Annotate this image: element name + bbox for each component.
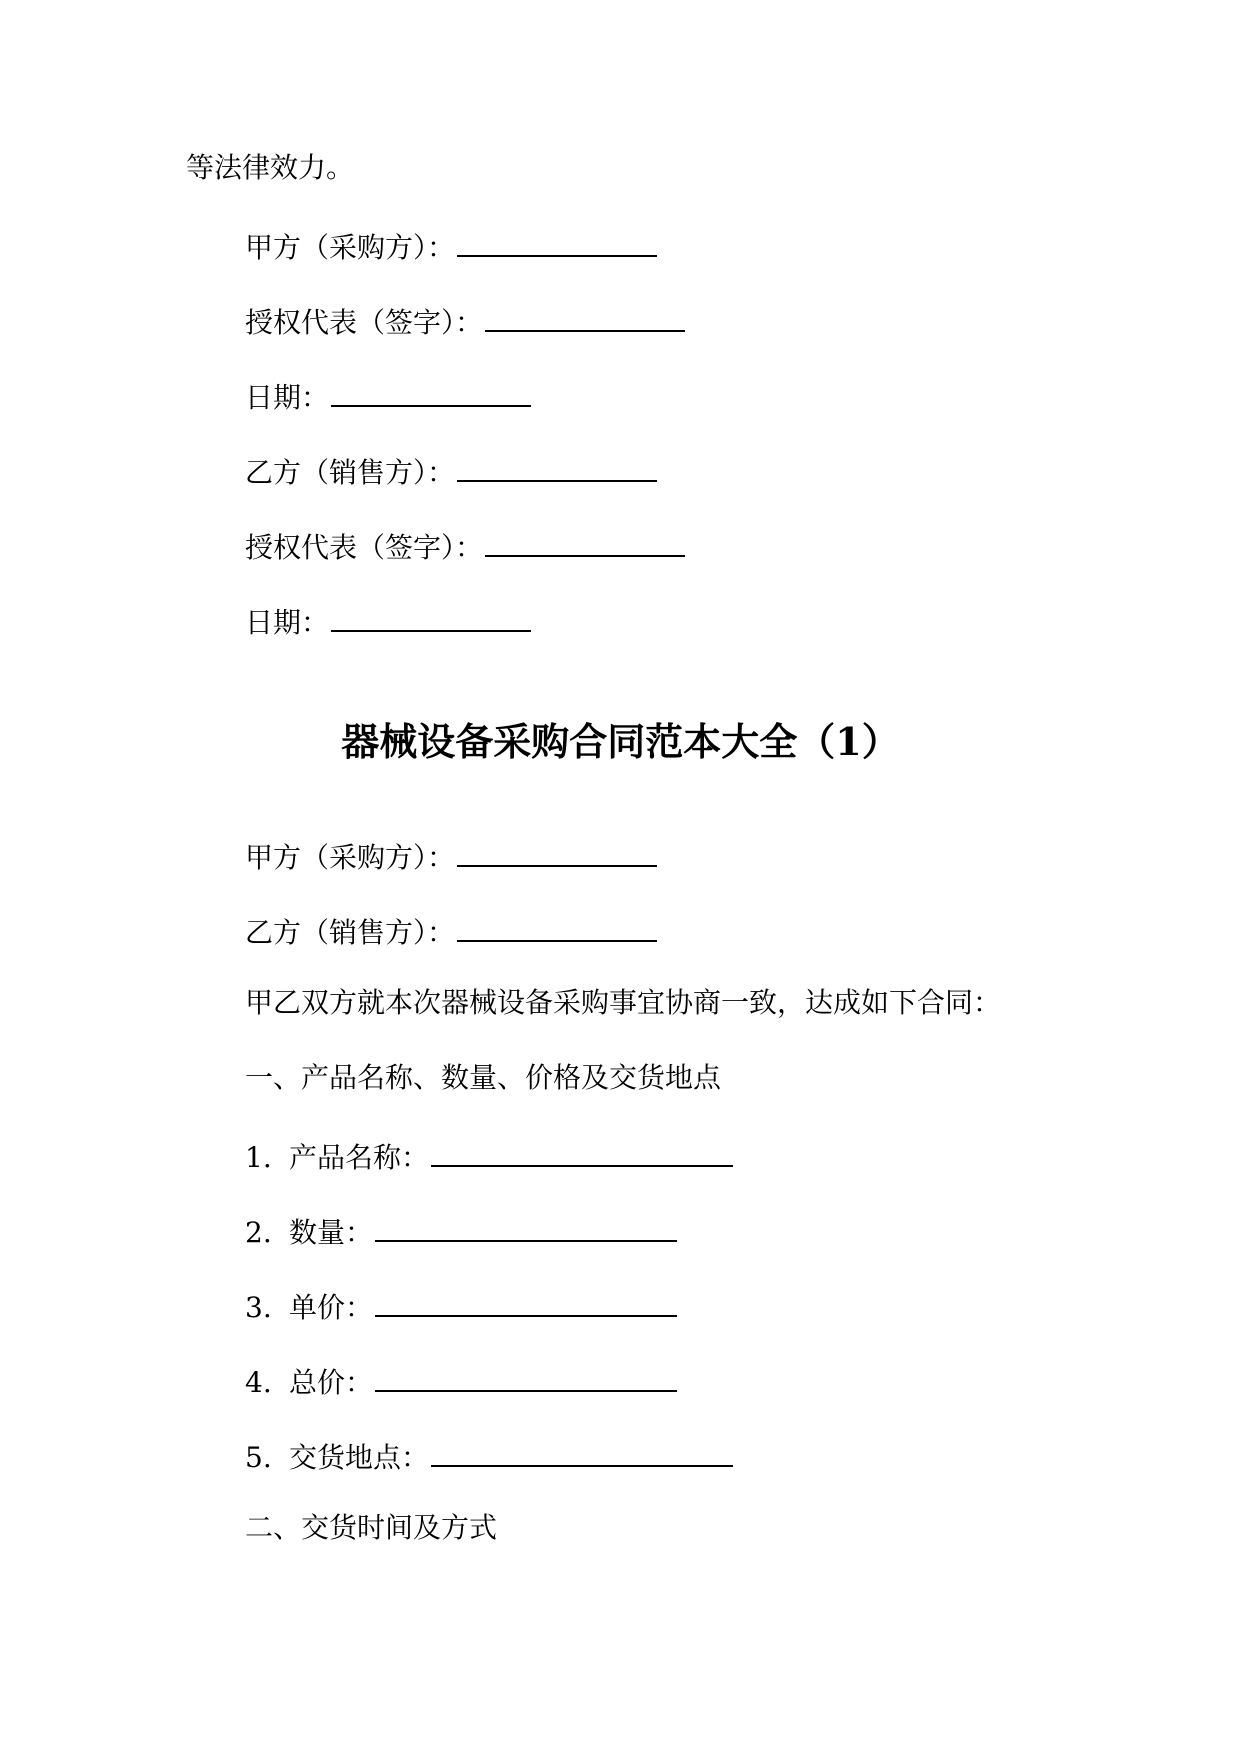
signature-authorized-rep-a [245,300,685,341]
item-number: 5. [245,1441,272,1474]
item-total-price [245,1360,677,1401]
signature-label: 日期： [245,381,330,414]
item-quantity [245,1210,677,1251]
item-blank-line[interactable] [375,1210,677,1242]
party-label: 甲方（采购方）： [245,841,456,874]
item-label: 交货地点： [289,1441,430,1474]
contract-intro: 甲乙双方就本次器械设备采购事宜协商一致，达成如下合同： [245,986,1002,1019]
signature-blank-line[interactable] [457,450,657,482]
signature-blank-line[interactable] [331,375,531,407]
signature-label: 授权代表（签字）： [245,306,484,339]
signature-date-b [245,600,531,641]
item-label: 产品名称： [289,1141,430,1174]
item-unit-price [245,1285,677,1326]
signature-blank-line[interactable] [457,225,657,257]
signature-label: 日期： [245,606,330,639]
signature-label: 授权代表（签字）： [245,531,484,564]
contract-title: 器械设备采购合同范本大全（1） [341,719,900,764]
item-product-name [245,1135,733,1176]
signature-label: 乙方（销售方）： [245,456,456,489]
party-blank-line[interactable] [457,835,657,867]
top-fragment-text: 等法律效力。 [186,151,355,184]
item-blank-line[interactable] [375,1285,677,1317]
item-number: 3. [245,1291,272,1324]
item-delivery-location [245,1435,733,1476]
section-1-heading: 一、产品名称、数量、价格及交货地点 [245,1061,722,1094]
contract-party-a [245,835,657,876]
signature-party-a [245,225,657,266]
signature-party-b [245,450,657,491]
item-number: 4. [245,1366,272,1399]
item-blank-line[interactable] [431,1135,733,1167]
signature-blank-line[interactable] [331,600,531,632]
item-blank-line[interactable] [375,1360,677,1392]
item-blank-line[interactable] [431,1435,733,1467]
item-number: 1. [245,1141,272,1174]
item-label: 单价： [289,1291,374,1324]
signature-blank-line[interactable] [485,525,685,557]
signature-authorized-rep-b [245,525,685,566]
signature-label: 甲方（采购方）： [245,231,456,264]
party-label: 乙方（销售方）： [245,916,456,949]
signature-date-a [245,375,531,416]
item-label: 数量： [289,1216,374,1249]
contract-party-b [245,910,657,951]
item-number: 2. [245,1216,272,1249]
item-label: 总价： [289,1366,374,1399]
party-blank-line[interactable] [457,910,657,942]
signature-blank-line[interactable] [485,300,685,332]
section-2-heading: 二、交货时间及方式 [245,1511,498,1544]
